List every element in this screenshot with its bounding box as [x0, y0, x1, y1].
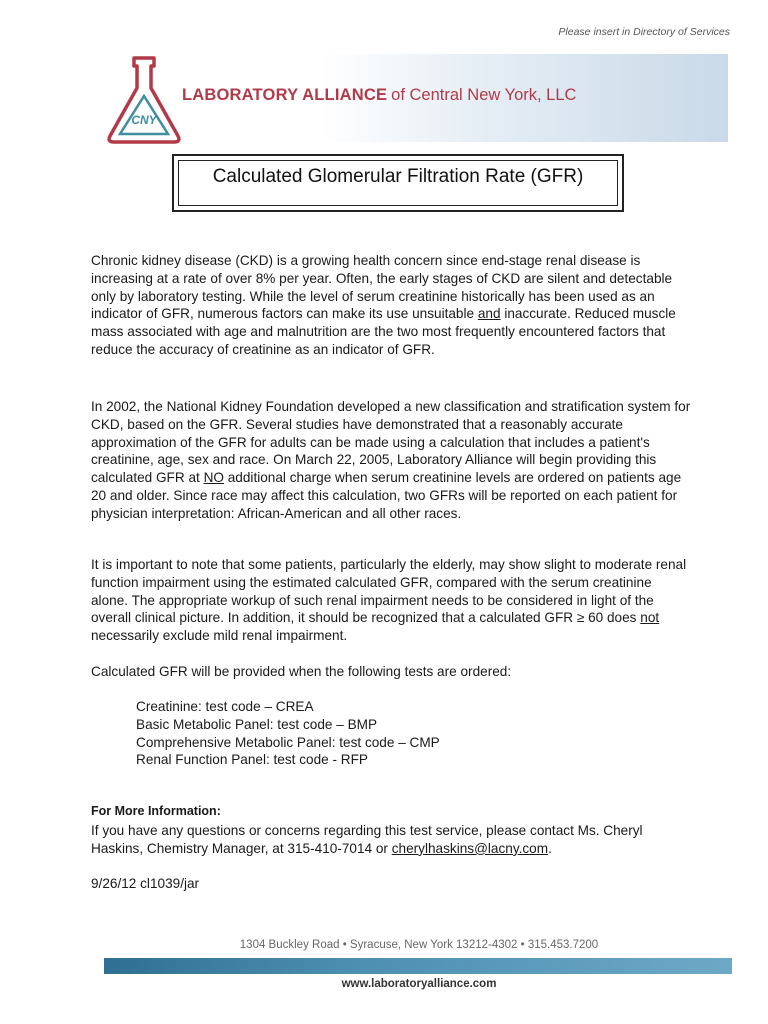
list-item: Comprehensive Metabolic Panel: test code – CMP — [136, 734, 440, 750]
p1-underlined: and — [477, 306, 501, 322]
brand-strong: LABORATORY ALLIANCE — [182, 86, 388, 104]
footer-bar — [104, 958, 732, 974]
p1-text-a: Chronic kidney disease (CKD) is a growing health concern since end-stage renal disease is increasing at a rate of over 8% per year. Often, the early stages of CKD are silent and detectable only by laboratory testing. While the level of serum creatinine historically has been used as an indicator of GFR, numerous factors can make its use unsuitable — [91, 253, 673, 322]
p3-text-a: It is important to note that some patients, particularly the elderly, may show slight to moderate renal function impairment using the estimated calculated GFR, compared with the serum creatinine alone. The appropriate workup of such renal impairment needs to be considered in light of the overall clinical picture. In addition, it should be recognized that a calculated GFR ≥ 60 does — [91, 557, 687, 626]
brand-rest: of Central New York, LLC — [391, 86, 577, 104]
contact-email-link[interactable]: cherylhaskins@lacny.com — [391, 840, 549, 856]
document-code: 9/26/12 cl1039/jar — [91, 876, 200, 891]
flask-logo-icon — [104, 52, 184, 146]
p2-text-a: In 2002, the National Kidney Foundation developed a new classification and stratification system for CKD, based on the GFR. Several studies have demonstrated that a reasonably accurate approximation of the GFR for adults can be made using a calculation that includes a patient's creatinine, age, sex and race. On March 22, 2005, Laboratory Alliance will begin providing this calculated GFR at — [91, 399, 691, 486]
more-info-text — [91, 822, 691, 858]
p2-underlined: NO — [203, 470, 224, 486]
list-item: Renal Function Panel: test code - RFP — [136, 752, 368, 768]
p2-text-b: additional charge when serum creatinine levels are ordered on patients age 20 and older. Since race may affect this calculation, two GFRs will be reported on each patient for physician interpretation: African-American and all other races. — [91, 470, 682, 521]
more-info-heading: For More Information: — [91, 804, 221, 818]
more-info-text-b: . — [548, 840, 552, 856]
list-item: Creatinine: test code – CREA — [136, 699, 314, 714]
more-info-text-a: If you have any questions or concerns regarding this test service, please contact Ms. Cheryl Haskins, Chemistry Manager, at 315-410-7014 or — [91, 823, 643, 856]
directory-note: Please insert in Directory of Services — [558, 26, 730, 38]
test-code-list — [136, 698, 440, 769]
page-title: Calculated Glomerular Filtration Rate (GFR) — [212, 166, 584, 187]
list-item: Basic Metabolic Panel: test code – BMP — [136, 716, 378, 732]
logo-text: CNY — [131, 113, 157, 127]
paragraph-ckd-intro — [91, 252, 691, 359]
title-box — [172, 154, 624, 212]
paragraph-impairment-note — [91, 556, 691, 645]
footer-url-link[interactable]: www.laboratoryalliance.com — [341, 978, 497, 990]
p3-underlined: not — [640, 610, 660, 626]
p3-text-b: necessarily exclude mild renal impairment. — [91, 628, 348, 644]
p1-text-b: inaccurate. Reduced muscle mass associated with age and malnutrition are the two most frequently encountered factors that reduce the accuracy of creatinine as an indicator of GFR. — [91, 306, 676, 357]
footer-address: 1304 Buckley Road • Syracuse, New York 13212-4302 • 315.453.7200 — [239, 939, 599, 951]
paragraph-tests-intro: Calculated GFR will be provided when the following tests are ordered: — [91, 664, 512, 679]
brand-name — [182, 86, 576, 105]
paragraph-nkf-classification — [91, 398, 691, 523]
